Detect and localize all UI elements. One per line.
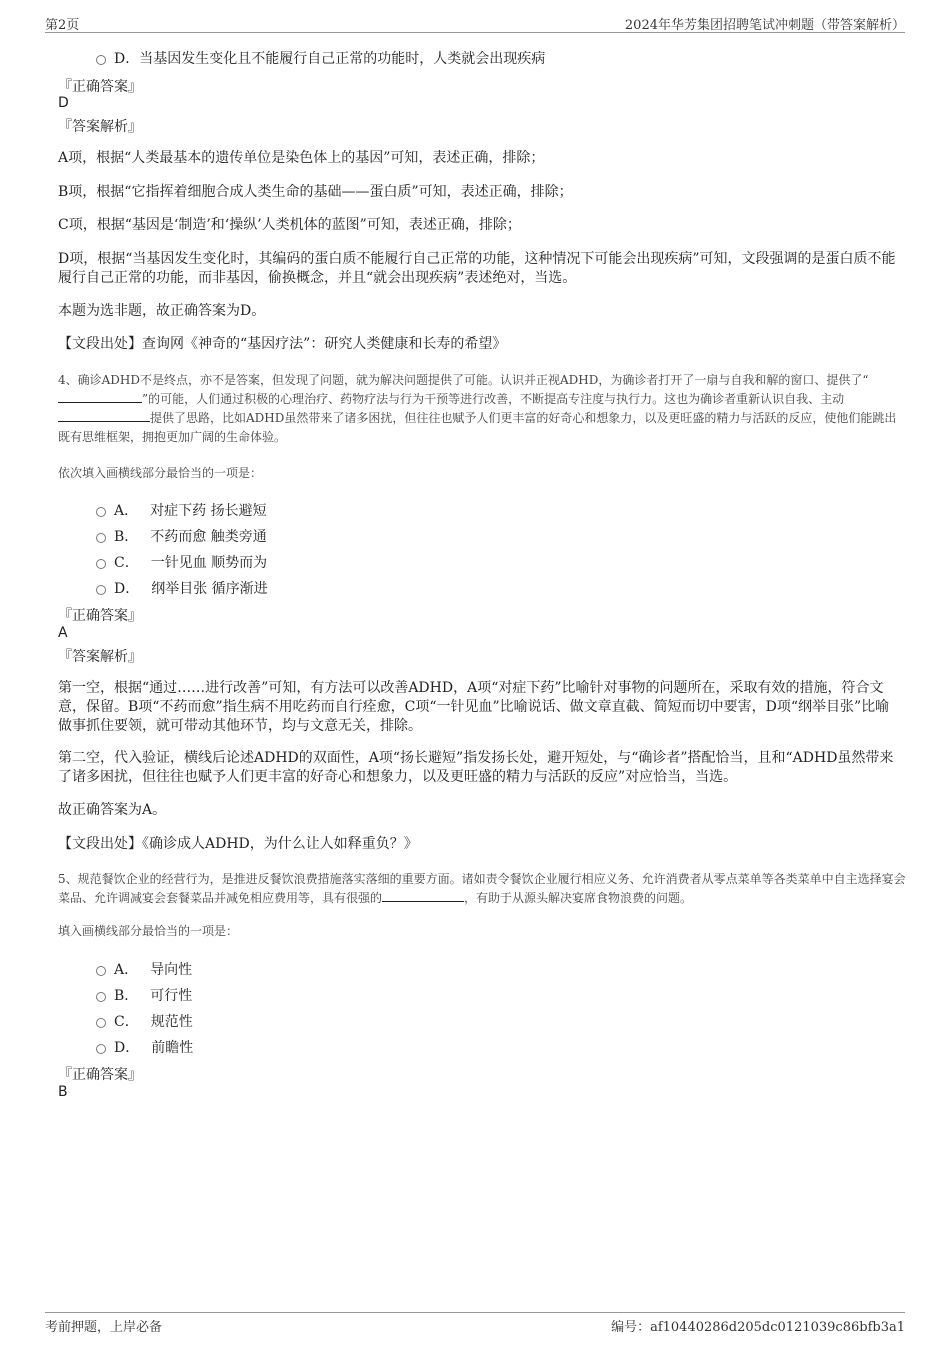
radio-icon[interactable] <box>96 1018 106 1028</box>
radio-icon[interactable] <box>96 533 106 543</box>
q4-answer-label: 『正确答案』 <box>58 608 142 624</box>
blank-line <box>382 889 464 902</box>
q5-answer-label: 『正确答案』 <box>58 1067 142 1083</box>
q4-analysis-label: 『答案解析』 <box>58 649 142 665</box>
q4-answer: A <box>58 625 68 641</box>
blank-line <box>58 390 142 403</box>
q3-source: 【文段出处】查询网《神奇的“基因疗法”：研究人类健康和长寿的希望》 <box>58 336 507 352</box>
document-title: 2024年华芳集团招聘笔试冲刺题（带答案解析） <box>624 17 905 33</box>
footer-slogan: 考前押题，上岸必备 <box>45 1320 163 1335</box>
radio-icon[interactable] <box>96 559 106 569</box>
q5-option-d[interactable]: D． 前瞻性 <box>96 1037 193 1057</box>
radio-icon[interactable] <box>96 966 106 976</box>
page-footer <box>45 1312 905 1335</box>
page-number: 第2页 <box>45 17 80 33</box>
q4-option-d[interactable]: D． 纲举目张 循序渐进 <box>96 578 268 598</box>
radio-icon[interactable] <box>96 55 106 65</box>
blank-line <box>58 409 150 422</box>
q4-source: 【文段出处】《确诊成人ADHD，为什么让人如释重负？》 <box>58 836 418 852</box>
q4-option-b[interactable]: B． 不药而愈 触类旁通 <box>96 526 267 546</box>
page-header <box>45 14 905 33</box>
q5-option-b[interactable]: B． 可行性 <box>96 985 192 1005</box>
q3-analysis-d: D项，根据“当基因发生变化时，其编码的蛋白质不能履行自己正常的功能，这种情况下可能会出现疾病”可知，文段强调的是蛋白质不能履行自己正常的功能，而非基因，偷换概念，并且“就会出现疾病”表述绝对，当选。 <box>58 251 896 286</box>
q3-analysis-b: B项，根据“它指挥着细胞合成人类生命的基础——蛋白质”可知，表述正确，排除； <box>58 184 573 200</box>
document-id: 编号：af10440286d205dc0121039c86bfb3a1 <box>611 1320 905 1335</box>
q4-stem: 4、确诊ADHD不是终点，亦不是答案，但发现了问题，就为解决问题提供了可能。认识并正视ADHD，为确诊者打开了一扇与自我和解的窗口、提供了“”的可能，人们通过积极的心理治疗、药物疗法与行为干预等进行改善，不断提高专注度与执行力。这也为确诊者重新认识自我、主动提供了思路，比如ADHD虽然带来了诸多困扰，但往往也赋予人们更丰富的好奇心和想象力，以及更旺盛的精力与活跃的反应，使他们能跳出既有思维框架，拥抱更加广阔的生命体验。 <box>58 373 897 444</box>
q4-option-c[interactable]: C． 一针见血 顺势而为 <box>96 552 267 572</box>
q5-answer: B <box>58 1084 68 1100</box>
q3-option-d[interactable]: D．当基因发生变化且不能履行自己正常的功能时，人类就会出现疾病 <box>96 48 545 68</box>
radio-icon[interactable] <box>96 507 106 517</box>
q5-stem: 5、规范餐饮企业的经营行为，是推进反餐饮浪费措施落实落细的重要方面。诸如责令餐饮企业履行相应义务、允许消费者从零点菜单等各类菜单中自主选择宴会菜品、允许调减宴会套餐菜品并减免相应费用等，具有很强的 ，有助于从源头解决宴席食物浪费的问题。 <box>58 872 906 905</box>
q3-answer: D <box>58 95 69 111</box>
q5-option-a[interactable]: A． 导向性 <box>96 959 192 979</box>
radio-icon[interactable] <box>96 992 106 1002</box>
q3-analysis-c: C项，根据“基因是‘制造’和‘操纵’人类机体的蓝图”可知，表述正确，排除； <box>58 217 521 233</box>
q3-answer-label: 『正确答案』 <box>58 79 142 95</box>
q4-prompt: 依次填入画横线部分最恰当的一项是： <box>58 466 263 480</box>
q4-analysis-1: 第一空，根据“通过……进行改善”可知，有方法可以改善ADHD，A项“对症下药”比喻针对事物的问题所在，采取有效的措施，符合文意，保留。B项“不药而愈”指生病不用吃药而自行痊愈，C项“一针见血”比喻说话、做文章直截、简短而切中要害，D项“纲举目张”比喻做事抓住要领，就可带动其他环节，均与文意无关，排除。 <box>58 680 890 734</box>
q3-analysis-label: 『答案解析』 <box>58 119 142 135</box>
radio-icon[interactable] <box>96 585 106 595</box>
q3-analysis-a: A项，根据“人类最基本的遗传单位是染色体上的基因”可知，表述正确，排除； <box>58 150 545 166</box>
q3-conclusion: 本题为选非题，故正确答案为D。 <box>58 303 266 319</box>
q5-prompt: 填入画横线部分最恰当的一项是： <box>58 924 239 938</box>
q4-analysis-2: 第二空，代入验证，横线后论述ADHD的双面性，A项“扬长避短”指发扬长处，避开短处，与“确诊者”搭配恰当，且和“ADHD虽然带来了诸多困扰，但往往也赋予人们更丰富的好奇心和想象力，以及更旺盛的精力与活跃的反应”对应恰当，当选。 <box>58 750 894 785</box>
radio-icon[interactable] <box>96 1044 106 1054</box>
q4-option-a[interactable]: A． 对症下药 扬长避短 <box>96 500 267 520</box>
q5-option-c[interactable]: C． 规范性 <box>96 1011 193 1031</box>
q4-conclusion: 故正确答案为A。 <box>58 802 167 818</box>
